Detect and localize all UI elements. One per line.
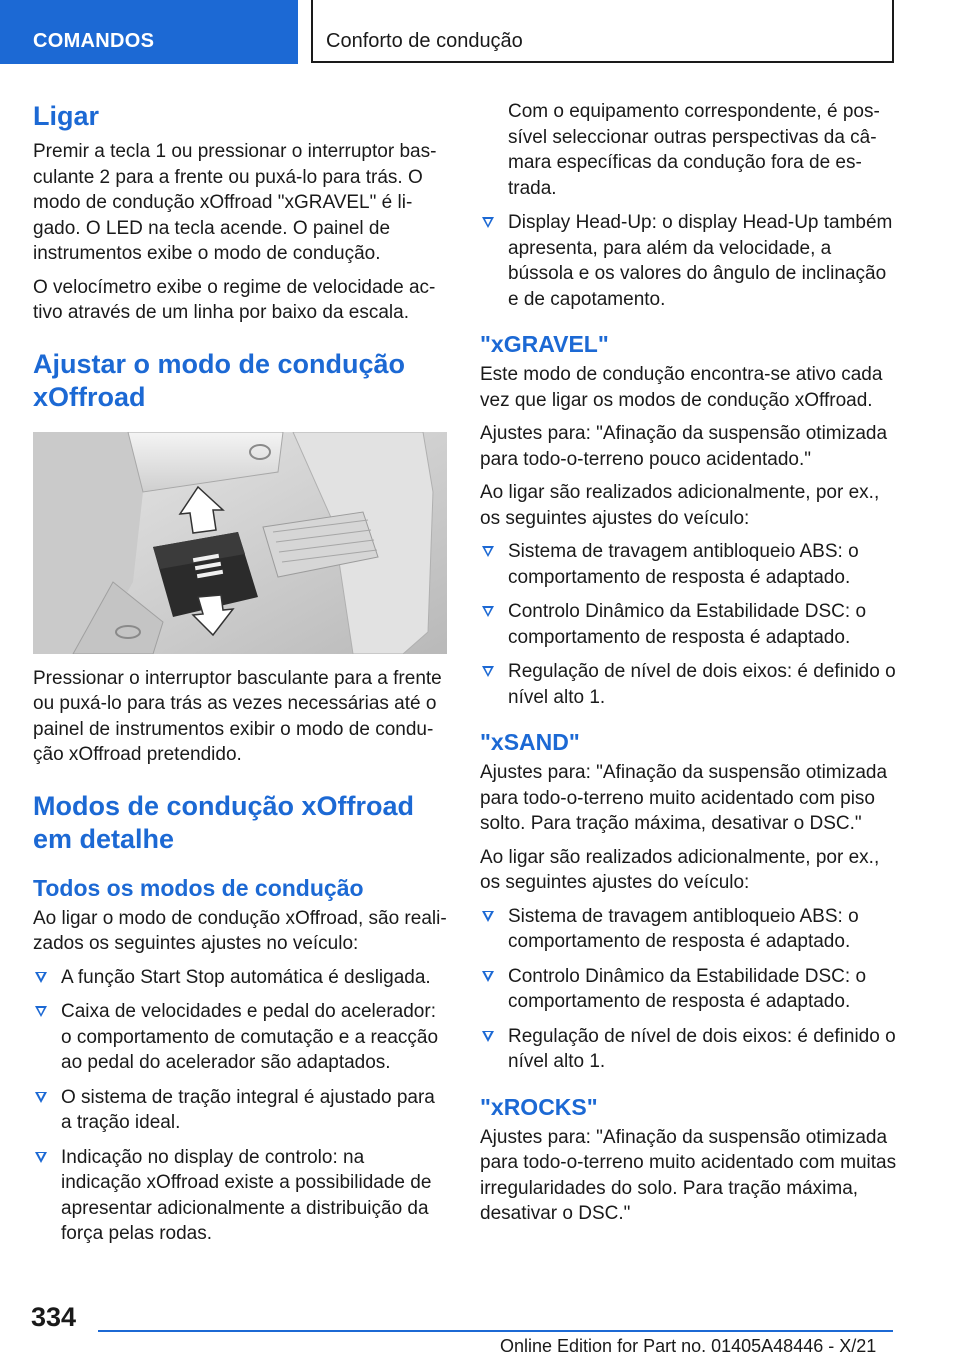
list-item: O sistema de tração integral é ajustado para a tração ideal. [33, 1085, 447, 1136]
heading-ligar: Ligar [33, 101, 100, 131]
list-item-continuation: Com o equipamento correspondente, é possível seleccionar outras perspectivas da câmara específicas da condução fora de estrada. [508, 101, 880, 199]
paragraph: Ao ligar são realizados adicionalmente, por ex., os seguintes ajustes do veículo: [480, 846, 880, 893]
triangle-bullet-icon [482, 971, 494, 982]
paragraph: Ajustes para: "Afinação da suspensão otimizada para todo-o-terreno pouco acidentado." [480, 423, 888, 470]
chapter-box [311, 0, 894, 63]
left-column [33, 100, 447, 1256]
triangle-bullet-icon [35, 1152, 47, 1163]
paragraph: Ao ligar são realizados adicionalmente, por ex., os seguintes ajustes do veículo: [480, 482, 880, 529]
list-item: Controlo Dinâmico da Estabilidade DSC: o comportamento de resposta é adaptado. [480, 599, 898, 650]
heading-xsand: "xSAND" [480, 729, 580, 755]
paragraph: O velocímetro exibe o regime de velocidade activo através de um linha por baixo da escala. [33, 276, 436, 323]
bullet-list [480, 539, 898, 710]
paragraph: Este modo de condução encontra-se ativo cada vez que ligar os modos de condução xOffroad. [480, 364, 883, 411]
list-item: Display Head-Up: o display Head-Up também apresenta, para além da velocidade, a bússola e os valores do ângulo de inclinação e de capotamento. [480, 210, 898, 312]
edition-note: Online Edition for Part no. 01405A48446 - X/21 [500, 1336, 877, 1356]
triangle-bullet-icon [482, 217, 494, 228]
section-tab [0, 0, 298, 64]
list-item: Sistema de travagem antibloqueio ABS: o comportamento de resposta é adaptado. [480, 539, 898, 590]
footer-divider [98, 1330, 893, 1332]
heading-todos: Todos os modos de condução [33, 874, 364, 901]
triangle-bullet-icon [35, 1092, 47, 1103]
paragraph: Pressionar o interruptor basculante para a frente ou puxá-lo para trás as vezes necessárias até o painel de instrumentos exibir o modo de condução xOffroad pretendido. [33, 667, 442, 765]
list-item: Controlo Dinâmico da Estabilidade DSC: o comportamento de resposta é adaptado. [480, 964, 898, 1015]
right-column [480, 99, 898, 1235]
triangle-bullet-icon [482, 1031, 494, 1042]
list-item: Sistema de travagem antibloqueio ABS: o comportamento de resposta é adaptado. [480, 904, 898, 955]
rocker-switch-image [33, 432, 447, 654]
list-item: Regulação de nível de dois eixos: é definido o nível alto 1. [480, 659, 898, 710]
triangle-bullet-icon [482, 666, 494, 677]
paragraph: Ao ligar o modo de condução xOffroad, são realizados os seguintes ajustes no veículo: [33, 907, 447, 954]
triangle-bullet-icon [35, 972, 47, 983]
bullet-list [33, 965, 447, 1247]
paragraph: Ajustes para: "Afinação da suspensão otimizada para todo-o-terreno muito acidentado com muitas irregularidades do solo. Para tração máxima, desativar o DSC." [480, 1126, 897, 1224]
triangle-bullet-icon [482, 606, 494, 617]
list-item: Indicação no display de controlo: na indicação xOffroad existe a possibilidade de apresentar adicionalmente a distribuição da força pelas rodas. [33, 1145, 447, 1247]
section-title: COMANDOS [33, 30, 155, 52]
heading-xrocks: "xROCKS" [480, 1093, 598, 1120]
triangle-bullet-icon [482, 911, 494, 922]
list-item: Caixa de velocidades e pedal do acelerador: o comportamento de comutação e a reacção ao pedal do acelerador são adaptados. [33, 999, 447, 1076]
page-number: 334 [31, 1302, 77, 1332]
rocker-switch-illustration [33, 432, 447, 654]
list-item: A função Start Stop automática é desligada. [33, 965, 447, 991]
bullet-list [480, 904, 898, 1075]
triangle-bullet-icon [35, 1006, 47, 1017]
chapter-title: Conforto de condução [326, 30, 523, 52]
heading-ajustar: Ajustar o modo de condução xOffroad [33, 348, 406, 412]
heading-xgravel: "xGRAVEL" [480, 331, 609, 357]
paragraph: Ajustes para: "Afinação da suspensão otimizada para todo-o-terreno muito acidentado com piso solto. Para tração máxima, desativar o DSC." [480, 762, 888, 834]
list-item: Regulação de nível de dois eixos: é definido o nível alto 1. [480, 1024, 898, 1075]
triangle-bullet-icon [482, 546, 494, 557]
bullet-list [480, 210, 898, 312]
heading-detalhe: Modos de condução xOffroad em detalhe [33, 790, 415, 854]
paragraph: Premir a tecla 1 ou pressionar o interruptor basculante 2 para a frente ou puxá-lo para trás. O modo de condução xOffroad "xGRAVEL" é ligado. O LED na tecla acende. O painel de instrumentos exibe o modo de condução. [33, 141, 437, 264]
